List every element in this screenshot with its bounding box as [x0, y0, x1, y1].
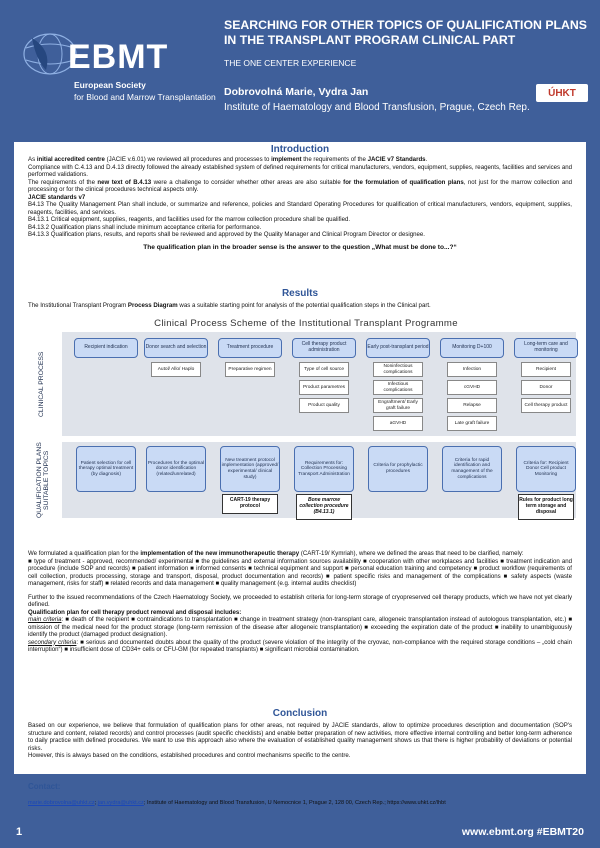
- org-line1: European Society: [74, 80, 146, 90]
- stage-item: Infection: [447, 362, 497, 377]
- authors: Dobrovolná Marie, Vydra Jan: [224, 86, 369, 98]
- content-panel: [14, 142, 586, 806]
- stage-item: Donor: [521, 380, 571, 395]
- qual-topic-box: New treatment protocol implementation (approved/ experimental/ clinical study): [220, 446, 280, 492]
- stage-item: aGVHD: [373, 416, 423, 431]
- contact-line: marie.dobrovolna@uhkt.cz; jan.vydra@uhkt.cz; Institute of Haematology and Blood Transfusion, U Nemocnice 1, Prague 2, 128 00, Czech Rep.; https://www.uhkt.cz/lhbt: [28, 800, 446, 806]
- qual-output-box: Bone marrow collection procedure (B4.13.1): [296, 494, 352, 520]
- stage-item: Type of cell source: [299, 362, 349, 377]
- contact-heading: Contact:: [28, 782, 61, 791]
- poster-footer: [0, 818, 600, 848]
- stage-item: Recipient: [521, 362, 571, 377]
- poster-subtitle: THE ONE CENTER EXPERIENCE: [224, 58, 357, 68]
- conclusion-heading: Conclusion: [272, 708, 328, 719]
- stage-item: Noninfectious complications: [373, 362, 423, 377]
- stage-item: Infectious complications: [373, 380, 423, 395]
- standards-heading: JACIE standards v7: [28, 193, 86, 201]
- uhkt-logo: ÚHKT: [536, 84, 588, 102]
- stage-item: Autol/ Allo/ Haplo: [151, 362, 201, 377]
- stage-box: Cell therapy product administration: [292, 338, 356, 358]
- email-link-2[interactable]: jan.vydra@uhkt.cz: [97, 800, 144, 806]
- stage-item: Engraftment/ Early graft failure: [373, 398, 423, 413]
- qual-topic-box: Patient selection for cell therapy optimal treatment (by diagnosis): [76, 446, 136, 492]
- stage-item: Relapse: [447, 398, 497, 413]
- page-number: 1: [16, 826, 23, 838]
- process-diagram: [36, 318, 576, 518]
- stage-item: Product quality: [299, 398, 349, 413]
- diagram-title: Clinical Process Scheme of the Institutional Transplant Programme: [154, 318, 458, 329]
- institution: Institute of Haematology and Blood Transfusion, Prague, Czech Rep.: [224, 102, 530, 113]
- poster-header: [0, 0, 600, 138]
- qual-topic-box: Procedures for the optimal donor identification (related/unrelated): [146, 446, 206, 492]
- stage-box: Monitoring D+100: [440, 338, 504, 358]
- conclusion-text: Based on our experience, we believe that formulation of qualification plans for other areas, not required by JACIE standards, allow to optimize procedures description and documentation (SOP's structure and content, related records) and control processes (audit specific checklists) and enable better preparation of new activities, more effective internal controlling and better long-term adherence to daily practice with defined procedures. We want to use this approach also where the evaluation of established quality management shows us that there is higher probability of deviations or potential risks. However, this is always based on the conditions, established procedures and control mechanisms specific to the centre.: [28, 722, 572, 759]
- key-question: The qualification plan in the broader sense is the answer to the question „What must be done to...?“: [143, 243, 457, 251]
- org-abbr: EBMT: [68, 38, 169, 76]
- stage-box: Recipient indication: [74, 338, 138, 358]
- qual-topic-box: Criteria for prophylactic procedures: [368, 446, 428, 492]
- qual-output-box: CART-19 therapy protocol: [222, 494, 278, 514]
- row-label-qual: QUALIFICATION PLANS SUITABLE TOPICS: [36, 442, 50, 518]
- stage-item: Cell therapy product: [521, 398, 571, 413]
- org-line2: for Blood and Marrow Transplantation: [74, 92, 216, 102]
- qual-topic-box: Requirements for: Collection Processing Transport Administration: [294, 446, 354, 492]
- qual-topic-box: Criteria for rapid identification and management of the complications: [442, 446, 502, 492]
- qual-output-box: Rules for product long term storage and disposal: [518, 494, 574, 520]
- poster-title: SEARCHING FOR OTHER TOPICS OF QUALIFICATION PLANS IN THE TRANSPLANT PROGRAM CLINICAL PART: [224, 18, 587, 47]
- email-link-1[interactable]: marie.dobrovolna@uhkt.cz: [28, 800, 95, 806]
- ebmt-logo: [22, 20, 222, 110]
- results-heading: Results: [281, 288, 319, 299]
- stage-item: cGVHD: [447, 380, 497, 395]
- stage-item: Preparative regimen: [225, 362, 275, 377]
- row-label-clinical: CLINICAL PROCESS: [38, 351, 45, 417]
- results-text: We formulated a qualification plan for the implementation of the new immunotherapeutic therapy (CART-19/ Kymriah), where we defined the areas that need to be clarified, namely: ■ type of treatment - approved, recommended/ experimental ■ the guidelines and external information sources availability ■ cooperation with other workplaces and facilities ■ treatment indication and procedure (include SOP and records) ■ patient information ■ informed consents ■ technical equipment and support ■ personal education training and competency ■ product workflow (requirements of cell collection, products processing, storage and transport, disposal, product documentation and records) ■ patient specific risks and management of the complications ■ safety aspects (waste management, risks for staff) ■ related records and data management ■ quality management (e.g. internal audits checklist) Further to the issued recommendations of the Czech Haematology Society, we proceeded to establish criteria for long-term storage of cryopreserved cell therapy products, which we have not yet clearly defined. Qualification plan for cell therapy product removal and disposal includes: main criteria: ■ death of the recipient ■ contraindications to transplantation ■ change in treatment strategy (non-transplant care, allogeneic transplantation instead of autologous transplantation, etc.) ■ omission of the medical need for the product storage (long-term remission of the disease after allogeneic transplantation) ■ exceeding the expiration date of the product ■ inability to unambiguously identify the product (damaged product designation). secondary criteria: ■ serious and documented doubts about the quality of the product (severe violation of the integrity of the cryovac, non-compliance with the required storage conditions – „cold chain interruption“) ■ insufficient dose of CD34+ cells or CFU-GM (for repeated transplants) ■ significant microbial contamination.: [28, 550, 572, 653]
- stage-item: Product parametres: [299, 380, 349, 395]
- qual-topic-box: Criteria for: Recipient Donor Cell product Monitoring: [516, 446, 576, 492]
- stage-box: Long-term care and monitoring: [514, 338, 578, 358]
- intro-text: As initial accredited centre (JACIE v.6.01) we reviewed all procedures and processes to implement the requirements of the JACIE v7 Standards. Compliance with C.4.13 and D.4.13 directly followed the already established system of defined requirements for critical manufacturers, vendors, equipment, supplies, reagents, facilities and services and performed validations. The requirements of the new text of B.4.13 were a challenge to consider whether other areas are also suitable for the formulation of qualification plans, not just for the marrow collection and processing or for the clinical procedures technical aspects only. JACIE standards v7 B4.13 The Quality Management Plan shall include, or summarize and reference, policies and Standard Operating Procedures for qualification of critical manufacturers, vendors, equipment, supplies, reagents, facilities, and services. B4.13.1 Critical equipment, supplies, reagents, and facilities used for the marrow collection procedure shall be qualified. B4.13.2 Qualification plans shall include minimum acceptance criteria for performance. B4.13.3 Qualification plans, results, and reports shall be reviewed and approved by the Quality Manager and Clinical Program Director or designee. The qualification plan in the broader sense is the answer to the question „What must be done to...?“: [28, 156, 573, 251]
- stage-item: Late graft failure: [447, 416, 497, 431]
- stage-box: Donor search and selection: [144, 338, 208, 358]
- stage-box: Early post-transplant period: [366, 338, 430, 358]
- website: www.ebmt.org #EBMT20: [461, 826, 584, 838]
- results-lead: The Institutional Transplant Program Process Diagram was a suitable starting point for analysis of the potential qualification steps in the Clinical part.: [28, 302, 431, 309]
- stage-box: Treatment procedure: [218, 338, 282, 358]
- intro-heading: Introduction: [270, 144, 330, 155]
